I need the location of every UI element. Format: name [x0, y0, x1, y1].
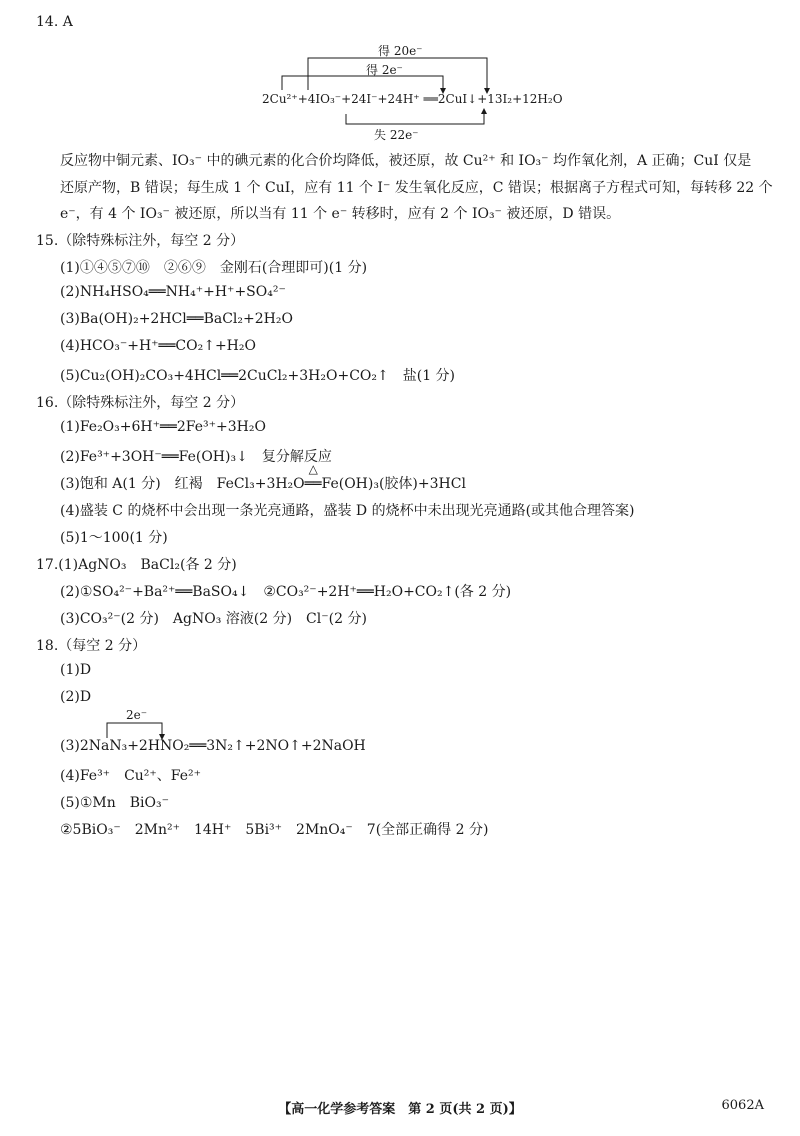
- q18-answer-3: (3)2NaN₃+2HNO₂══3N₂↑+2NO↑+2NaOH: [60, 738, 366, 754]
- q16-answer-3-text: (3)饱和 A(1 分) 红褐 FeCl₃+3H₂O: [60, 476, 305, 492]
- q15-answer-1: (1)①④⑤⑦⑩ ②⑥⑨ 金刚石(合理即可)(1 分): [60, 260, 368, 276]
- q17-answer-1: 17.(1)AgNO₃ BaCl₂(各 2 分): [36, 557, 237, 573]
- q15-heading: 15.（除特殊标注外，每空 2 分）: [36, 233, 245, 249]
- q14-equation: 2Cu²⁺+4IO₃⁻+24I⁻+24H⁺ ══2CuI↓+13I₂+12H₂O: [262, 92, 563, 106]
- q16-answer-1: (1)Fe₂O₃+6H⁺══2Fe³⁺+3H₂O: [60, 419, 266, 435]
- q14-explanation-3: e⁻，有 4 个 IO₃⁻ 被还原，所以当有 11 个 e⁻ 转移时，应有 2 个 IO₃⁻ 被还原，D 错误。: [60, 206, 621, 222]
- q15-answer-3: (3)Ba(OH)₂+2HCl══BaCl₂+2H₂O: [60, 311, 293, 327]
- q18-heading: 18.（每空 2 分）: [36, 638, 147, 654]
- document-code: 6062A: [721, 1098, 764, 1113]
- q18-answer-5: (5)①Mn BiO₃⁻: [60, 795, 169, 811]
- q16-heading: 16.（除特殊标注外，每空 2 分）: [36, 395, 245, 411]
- q14-heading: 14. A: [36, 14, 73, 30]
- q16-answer-5: (5)1～100(1 分): [60, 530, 168, 546]
- q14-explanation-1: 反应物中铜元素、IO₃⁻ 中的碘元素的化合价均降低，被还原，故 Cu²⁺ 和 IO₃⁻ 均作氧化剂，A 正确；CuI 仅是: [60, 153, 752, 169]
- q15-answer-5: (5)Cu₂(OH)₂CO₃+4HCl══2CuCl₂+3H₂O+CO₂↑ 盐(1 分): [60, 368, 456, 384]
- gain-total-label: 得 20e⁻: [378, 44, 423, 58]
- q17-answer-3: (3)CO₃²⁻(2 分) AgNO₃ 溶液(2 分) Cl⁻(2 分): [60, 611, 367, 627]
- q18-transfer-label: 2e⁻: [126, 708, 148, 722]
- q18-answer-1: (1)D: [60, 662, 92, 678]
- q14-explanation-2: 还原产物，B 错误；每生成 1 个 CuI，应有 11 个 I⁻ 发生氧化反应，C 错误；根据离子方程式可知，每转移 22 个: [60, 180, 773, 196]
- loss-label: 失 22e⁻: [374, 128, 419, 142]
- q16-answer-3-products: ══Fe(OH)₃(胶体)+3HCl: [304, 476, 466, 492]
- q16-answer-2: (2)Fe³⁺+3OH⁻══Fe(OH)₃↓ 复分解反应: [60, 449, 332, 465]
- q17-answer-2: (2)①SO₄²⁻+Ba²⁺══BaSO₄↓ ②CO₃²⁻+2H⁺══H₂O+CO₂↑(各 2 分): [60, 584, 512, 600]
- heat-symbol: △: [308, 462, 318, 476]
- q15-answer-4: (4)HCO₃⁻+H⁺══CO₂↑+H₂O: [60, 338, 256, 354]
- q18-answer-2: (2)D: [60, 689, 92, 705]
- gain-inner-label: 得 2e⁻: [366, 63, 403, 77]
- q18-answer-4: (4)Fe³⁺ Cu²⁺、Fe²⁺: [60, 768, 202, 784]
- q18-answer-6: ②5BiO₃⁻ 2Mn²⁺ 14H⁺ 5Bi³⁺ 2MnO₄⁻ 7(全部正确得 2 分): [60, 822, 489, 838]
- q15-answer-2: (2)NH₄HSO₄══NH₄⁺+H⁺+SO₄²⁻: [60, 284, 286, 300]
- q16-answer-4: (4)盛装 C 的烧杯中会出现一条光亮通路，盛装 D 的烧杯中未出现光亮通路(或其他合理答案): [60, 503, 635, 519]
- page-footer: 【高一化学参考答案 第 2 页(共 2 页)】: [278, 1102, 522, 1117]
